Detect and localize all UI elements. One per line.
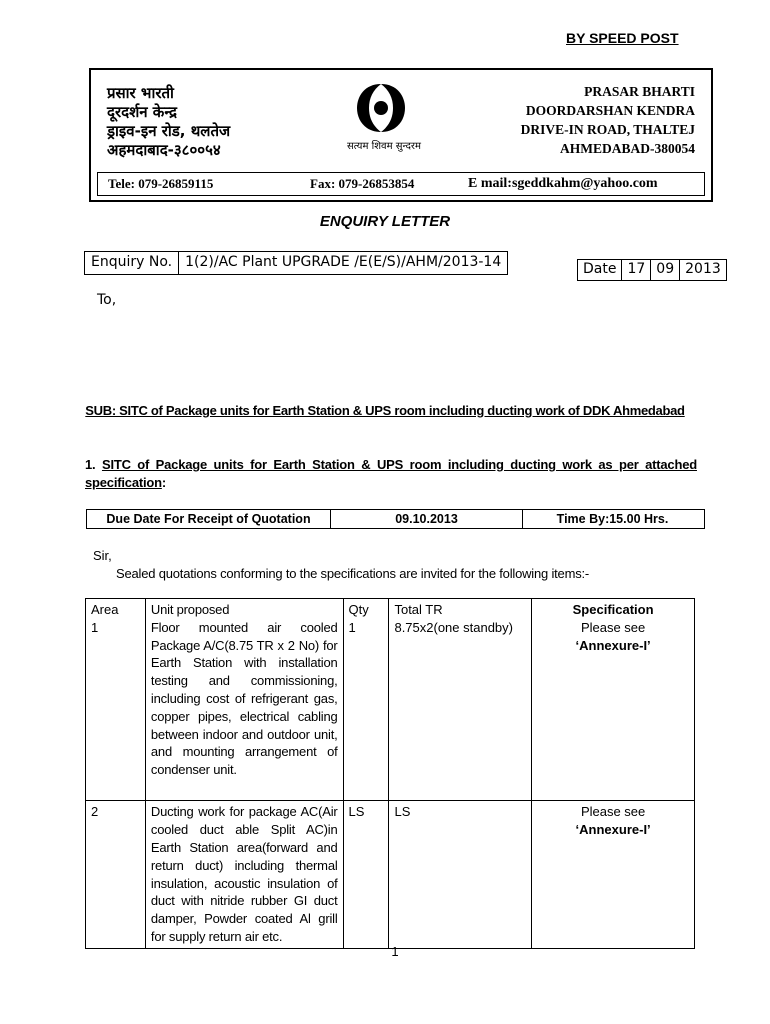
recipient-label: To, [97, 292, 117, 308]
letterhead-motto: सत्यम शिवम सुन्दरम [347, 141, 421, 152]
header-tr-text: Total TR [394, 602, 443, 617]
header-area-text: Area [91, 602, 119, 617]
items-table [85, 598, 695, 949]
row-1-area: 1 [91, 619, 99, 635]
row-2-area: 2 [86, 801, 146, 948]
row-1-spec-cell [532, 599, 695, 779]
date-day: 17 [621, 260, 650, 280]
row-2-qty: LS [343, 801, 389, 948]
point-1-number: 1. [85, 457, 96, 472]
table-row [86, 599, 695, 779]
salutation: Sir, [93, 548, 112, 563]
header-qty-text: Qty [348, 602, 369, 617]
point-1-suffix: : [161, 475, 167, 490]
row-1-spec-ref: ‘Annexure-I’ [575, 637, 651, 653]
email: E mail:sgeddkahm@yahoo.com [468, 176, 658, 191]
letterhead [89, 68, 713, 202]
letterhead-contact-bar [97, 172, 705, 196]
hindi-line: ड्राइव-इन रोड, थलतेज [107, 122, 231, 140]
telephone: Tele: 079-26859115 [108, 176, 214, 191]
enquiry-label: Enquiry No. [91, 254, 173, 270]
header-unit-text: Unit proposed [150, 602, 230, 617]
row-1-spec-pre: Please see [580, 619, 646, 635]
speed-post-label: BY SPEED POST [566, 30, 679, 46]
date-label: Date [583, 261, 617, 277]
row-1-qty-cell [343, 599, 389, 779]
page-number: 1 [391, 944, 399, 959]
fax: Fax: 079-26853854 [310, 176, 415, 191]
row-1-tr: 8.75x2(one standby) [394, 619, 513, 635]
date-year: 2013 [679, 260, 726, 280]
letterhead-english-address [521, 82, 695, 158]
point-1-text: SITC of Package units for Earth Station & UPS room including ducting work as per attached specification [85, 457, 697, 490]
date-month: 09 [650, 260, 679, 280]
due-date-label: Due Date For Receipt of Quotation [87, 510, 331, 528]
point-1 [85, 456, 697, 492]
english-line: DOORDARSHAN KENDRA [525, 103, 695, 118]
english-line: AHMEDABAD-380054 [560, 141, 695, 156]
intro-text: Sealed quotations conforming to the specifications are invited for the following items:- [116, 566, 590, 581]
enquiry-number: 1(2)/AC Plant UPGRADE /E(E/S)/AHM/2013-14 [178, 252, 507, 274]
doordarshan-logo-icon [353, 80, 409, 136]
due-date-value: 09.10.2013 [331, 510, 523, 528]
hindi-line: प्रसार भारती [107, 84, 174, 102]
header-spec-text: Specification [572, 602, 654, 617]
row-2-spec-cell [532, 801, 695, 948]
row-1-unit-cell [145, 599, 343, 779]
row-2-spec-ref: ‘Annexure-I’ [575, 822, 651, 838]
row-2-spec-pre: Please see [580, 804, 646, 820]
row-2-tr: LS [389, 801, 532, 948]
enquiry-number-box [84, 251, 508, 275]
row-2-unit: Ducting work for package AC(Air cooled duct able Split AC)in Earth Station area(forward and return duct) including thermal insulation, acoustic insulation of duct with nitride rubber GI duct damper, Powder coated Al grill for supply return air etc. [145, 801, 343, 948]
row-1-tr-cell [389, 599, 532, 779]
due-date-table [86, 509, 705, 529]
document-title: ENQUIRY LETTER [319, 213, 451, 230]
row-1-unit: Floor mounted air cooled Package A/C(8.75 TR x 2 No) for Earth Station with installation testing and commissioning, including cost of refrigerant gas, copper pipes, electrical cabling between indoor and outdoor unit, and mounting arrangement of condenser unit. [150, 619, 338, 778]
letterhead-hindi-address [107, 84, 230, 160]
row-1-qty: 1 [348, 619, 356, 635]
date-box [577, 259, 727, 281]
subject-line: SUB: SITC of Package units for Earth Station & UPS room including ducting work of DDK Ahmedabad [85, 403, 685, 418]
hindi-line: अहमदाबाद-३८००५४ [107, 141, 221, 159]
hindi-line: दूरदर्शन केन्द्र [107, 103, 177, 121]
english-line: PRASAR BHARTI [584, 84, 695, 99]
english-line: DRIVE-IN ROAD, THALTEJ [520, 122, 695, 137]
table-row [86, 779, 695, 801]
table-row [86, 801, 695, 948]
due-time-value: Time By:15.00 Hrs. [556, 512, 669, 526]
header-area [86, 599, 146, 779]
